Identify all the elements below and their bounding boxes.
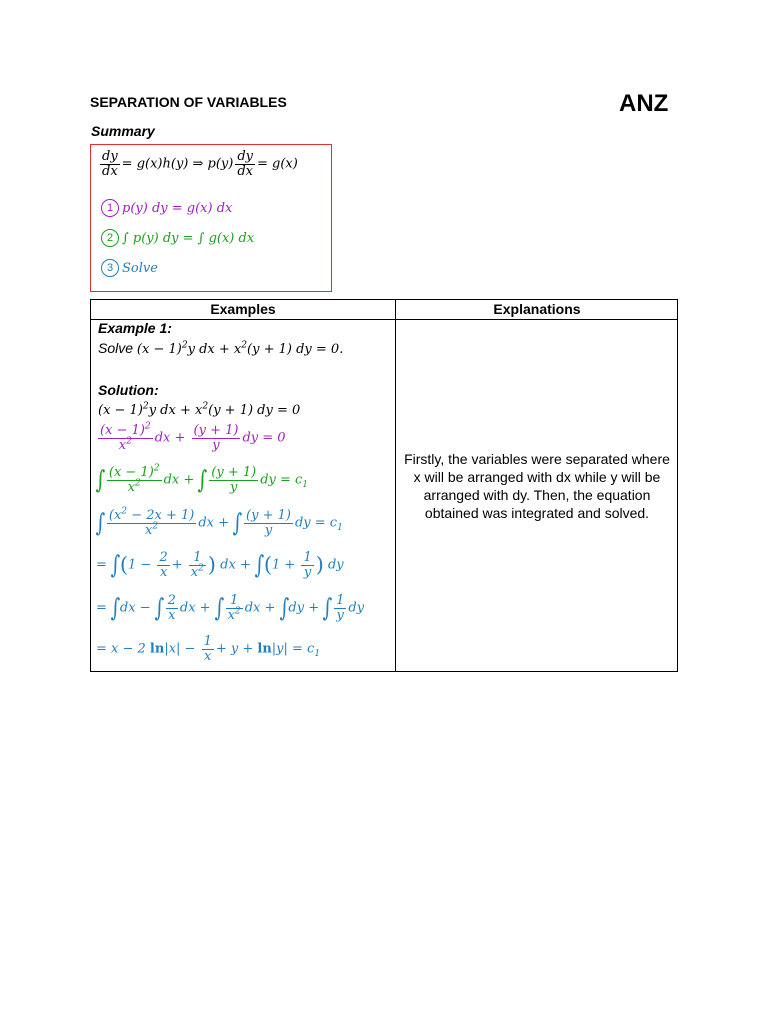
summary-formula-main: $\frac{dy}{dx}$ = g(x)h(y) ⇒ p(y) $\frac{dy}{dx}$ = g(x) <box>102 149 298 179</box>
summary-heading: Summary <box>91 123 155 139</box>
example-problem: Solve $(x - 1)^2y$ dx + $x^2(y + 1)$ dy = 0. <box>98 340 344 357</box>
explanation-text: Firstly, the variables were separated where x will be arranged with dx while y will be arranged with dy. Then, the equation obtained was integrated and solved. <box>404 451 670 521</box>
solution-step-5: = ∫(1 − $\frac{2}{x}$ + $\frac{1}{x^2}$ ) dx + ∫(1 + $\frac{1}{y}$ ) dy <box>96 549 344 580</box>
summary-step-2: 2 ∫ p(y) dy = ∫ g(x) dx <box>101 229 254 247</box>
page-title: SEPARATION OF VARIABLES <box>90 94 287 110</box>
header-explanations: Explanations <box>493 301 581 317</box>
example-label: Example 1: <box>98 320 172 336</box>
header-examples: Examples <box>210 301 276 317</box>
summary-step-3: 3 Solve <box>101 259 158 277</box>
solution-step-3: ∫ $\frac{(x - 1)^2}{x^2}$ dx + ∫ $\frac{(y + 1)}{y}$ dy = $c_1$ <box>95 463 309 495</box>
solution-step-4: ∫ $\frac{(x^2 - 2x + 1)}{x^2}$ dx + ∫ $\frac{(y + 1)}{y}$ dy = $c_1$ <box>95 506 343 538</box>
solve-word: Solve <box>98 340 134 356</box>
solution-step-7: = x − 2 ln|x| − $\frac{1}{x}$ + $y + \ln|y| = c_1$ <box>96 634 321 664</box>
examples-table <box>90 299 678 672</box>
summary-step-1: 1 p(y) dy = g(x) dx <box>101 199 232 217</box>
solution-step-1: $(x - 1)^2y$ dx + $x^2(y + 1)$ dy = 0 <box>98 401 301 418</box>
logo: ANZ <box>619 90 669 117</box>
solution-step-2: $\frac{(x - 1)^2}{x^2}$ dx + $\frac{(y + 1)}{y}$ dy = 0 <box>100 421 286 453</box>
solution-label: Solution: <box>98 382 159 398</box>
solution-step-6: = ∫dx − ∫ $\frac{2}{x}$ dx + ∫ $\frac{1}{x^2}$ dx + ∫dy + ∫ $\frac{1}{y}$ dy <box>96 592 365 623</box>
